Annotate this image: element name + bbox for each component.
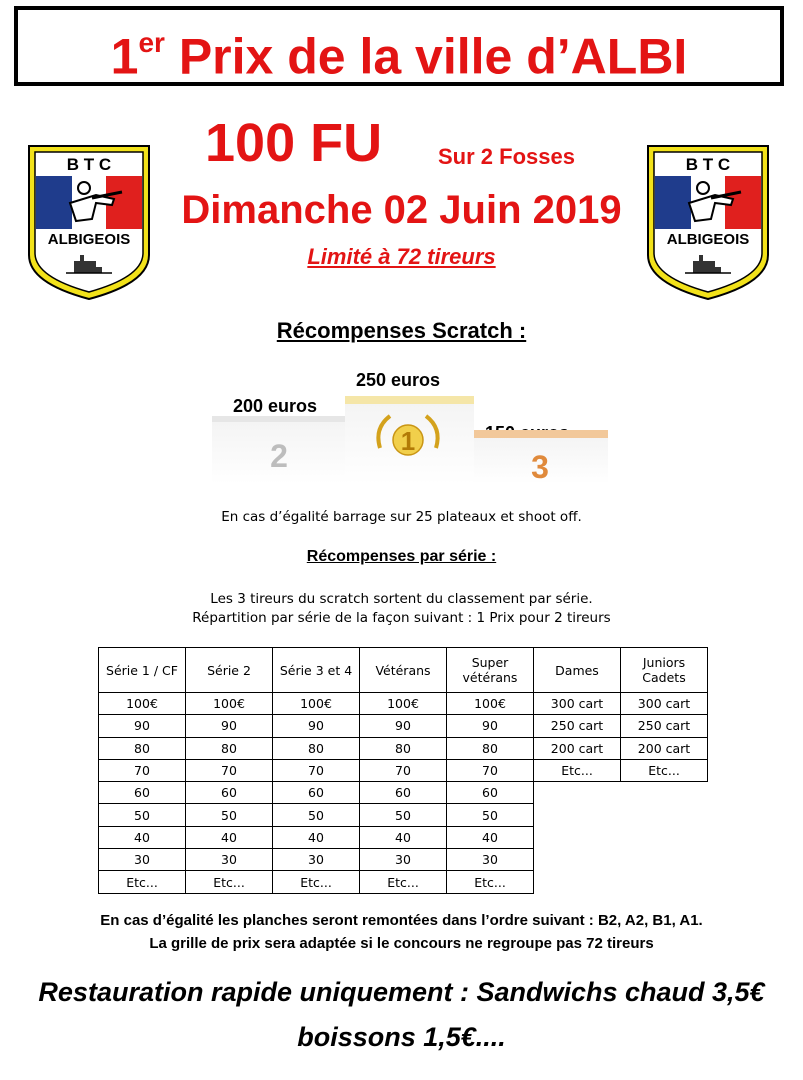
table-cell: Etc... [273, 871, 360, 893]
table-cell: 100€ [186, 693, 273, 715]
table-row [99, 871, 708, 893]
table-cell: 90 [99, 715, 186, 737]
prize-second: 200 euros [233, 396, 318, 416]
table-cell: 30 [186, 849, 273, 871]
footer-resto-2: boissons 1,5€.... [297, 1022, 506, 1052]
table-cell: 70 [186, 759, 273, 781]
table-cell: 50 [447, 804, 534, 826]
table-cell: Etc... [186, 871, 273, 893]
table-cell [621, 849, 708, 871]
table-cell: Etc... [360, 871, 447, 893]
table-header-cell: Série 3 et 4 [273, 648, 360, 693]
table-cell: 80 [273, 737, 360, 759]
logo-name-right: ALBIGEOIS [666, 231, 750, 248]
table-cell: 100€ [360, 693, 447, 715]
table-cell: 90 [360, 715, 447, 737]
table-cell: 70 [99, 759, 186, 781]
table-row [99, 693, 708, 715]
table-cell: 90 [273, 715, 360, 737]
table-cell [534, 871, 621, 893]
table-cell [621, 826, 708, 848]
podium-graphic [212, 392, 608, 502]
title-prefix: 1 [110, 28, 139, 85]
logo-letters-left: B T C [66, 155, 112, 174]
table-cell: 30 [360, 849, 447, 871]
table-row [99, 737, 708, 759]
table-cell: Etc... [534, 759, 621, 781]
series-line-2: Répartition par série de la façon suivant : 1 Prix pour 2 tireurs [192, 610, 611, 626]
table-cell: 80 [447, 737, 534, 759]
table-cell [621, 804, 708, 826]
table-cell: 30 [99, 849, 186, 871]
table-cell: 40 [360, 826, 447, 848]
table-cell: 80 [186, 737, 273, 759]
title-box [14, 6, 784, 86]
table-cell: 90 [447, 715, 534, 737]
table-cell: 100€ [99, 693, 186, 715]
table-cell: 40 [186, 826, 273, 848]
logo-letters-right: B T C [685, 155, 731, 174]
table-cell: 40 [447, 826, 534, 848]
table-cell: 40 [273, 826, 360, 848]
table-cell: Etc... [99, 871, 186, 893]
table-cell: 70 [360, 759, 447, 781]
table-header-cell: Vétérans [360, 648, 447, 693]
table-cell: 60 [360, 782, 447, 804]
table-row [99, 849, 708, 871]
table-cell: 300 cart [534, 693, 621, 715]
series-table [98, 647, 708, 894]
table-cell [534, 849, 621, 871]
table-cell: 250 cart [534, 715, 621, 737]
table-cell: 30 [273, 849, 360, 871]
table-cell: 80 [99, 737, 186, 759]
table-cell: 200 cart [534, 737, 621, 759]
page-title [18, 10, 780, 94]
table-cell: 300 cart [621, 693, 708, 715]
series-heading: Récompenses par série : [306, 548, 497, 565]
footer-resto-1: Restauration rapide uniquement : Sandwichs chaud 3,5€ [38, 977, 765, 1007]
table-header-cell: Série 2 [186, 648, 273, 693]
table-cell: 70 [273, 759, 360, 781]
table-cell: 60 [99, 782, 186, 804]
table-cell: 90 [186, 715, 273, 737]
table-cell: 60 [186, 782, 273, 804]
table-cell [621, 871, 708, 893]
footer-note-2: La grille de prix sera adaptée si le concours ne regroupe pas 72 tireurs [149, 935, 654, 952]
table-cell [621, 782, 708, 804]
table-cell: 70 [447, 759, 534, 781]
table-cell [534, 782, 621, 804]
table-cell: 30 [447, 849, 534, 871]
podium-place-1: 1 [400, 426, 416, 456]
table-cell: 100€ [447, 693, 534, 715]
footer-note-1: En cas d’égalité les planches seront remontées dans l’ordre suivant : B2, A2, B1, A1. [100, 912, 703, 929]
table-header-cell: Dames [534, 648, 621, 693]
table-row [99, 826, 708, 848]
series-line-1: Les 3 tireurs du scratch sortent du classement par série. [210, 591, 593, 607]
table-row [99, 715, 708, 737]
title-rest: Prix de la ville d’ALBI [164, 28, 688, 85]
table-cell: Etc... [447, 871, 534, 893]
table-header-cell: Juniors Cadets [621, 648, 708, 693]
event-format: 100 FU [205, 113, 383, 173]
table-cell: 40 [99, 826, 186, 848]
logo-name-left: ALBIGEOIS [47, 231, 131, 248]
table-cell: 60 [447, 782, 534, 804]
podium-place-2: 2 [270, 438, 288, 474]
table-cell [534, 804, 621, 826]
table-header-cell: Super vétérans [447, 648, 534, 693]
table-cell: 50 [186, 804, 273, 826]
event-limit: Limité à 72 tireurs [307, 244, 496, 269]
table-cell: 80 [360, 737, 447, 759]
scratch-tie-note: En cas d’égalité barrage sur 25 plateaux et shoot off. [221, 509, 582, 525]
table-cell: 50 [99, 804, 186, 826]
table-row [99, 782, 708, 804]
table-cell: Etc... [621, 759, 708, 781]
table-cell: 50 [273, 804, 360, 826]
table-cell: 200 cart [621, 737, 708, 759]
table-cell: 250 cart [621, 715, 708, 737]
table-row [99, 759, 708, 781]
table-row [99, 804, 708, 826]
table-header-cell: Série 1 / CF [99, 648, 186, 693]
podium-place-3: 3 [531, 449, 549, 485]
prize-first: 250 euros [356, 370, 441, 390]
table-cell: 50 [360, 804, 447, 826]
scratch-heading: Récompenses Scratch : [276, 318, 527, 343]
table-cell [534, 826, 621, 848]
table-header-row [99, 648, 708, 693]
title-sup: er [138, 27, 165, 58]
table-body [99, 693, 708, 894]
table-cell: 60 [273, 782, 360, 804]
table-cell: 100€ [273, 693, 360, 715]
event-date: Dimanche 02 Juin 2019 [181, 188, 622, 232]
event-fosses: Sur 2 Fosses [438, 144, 575, 169]
